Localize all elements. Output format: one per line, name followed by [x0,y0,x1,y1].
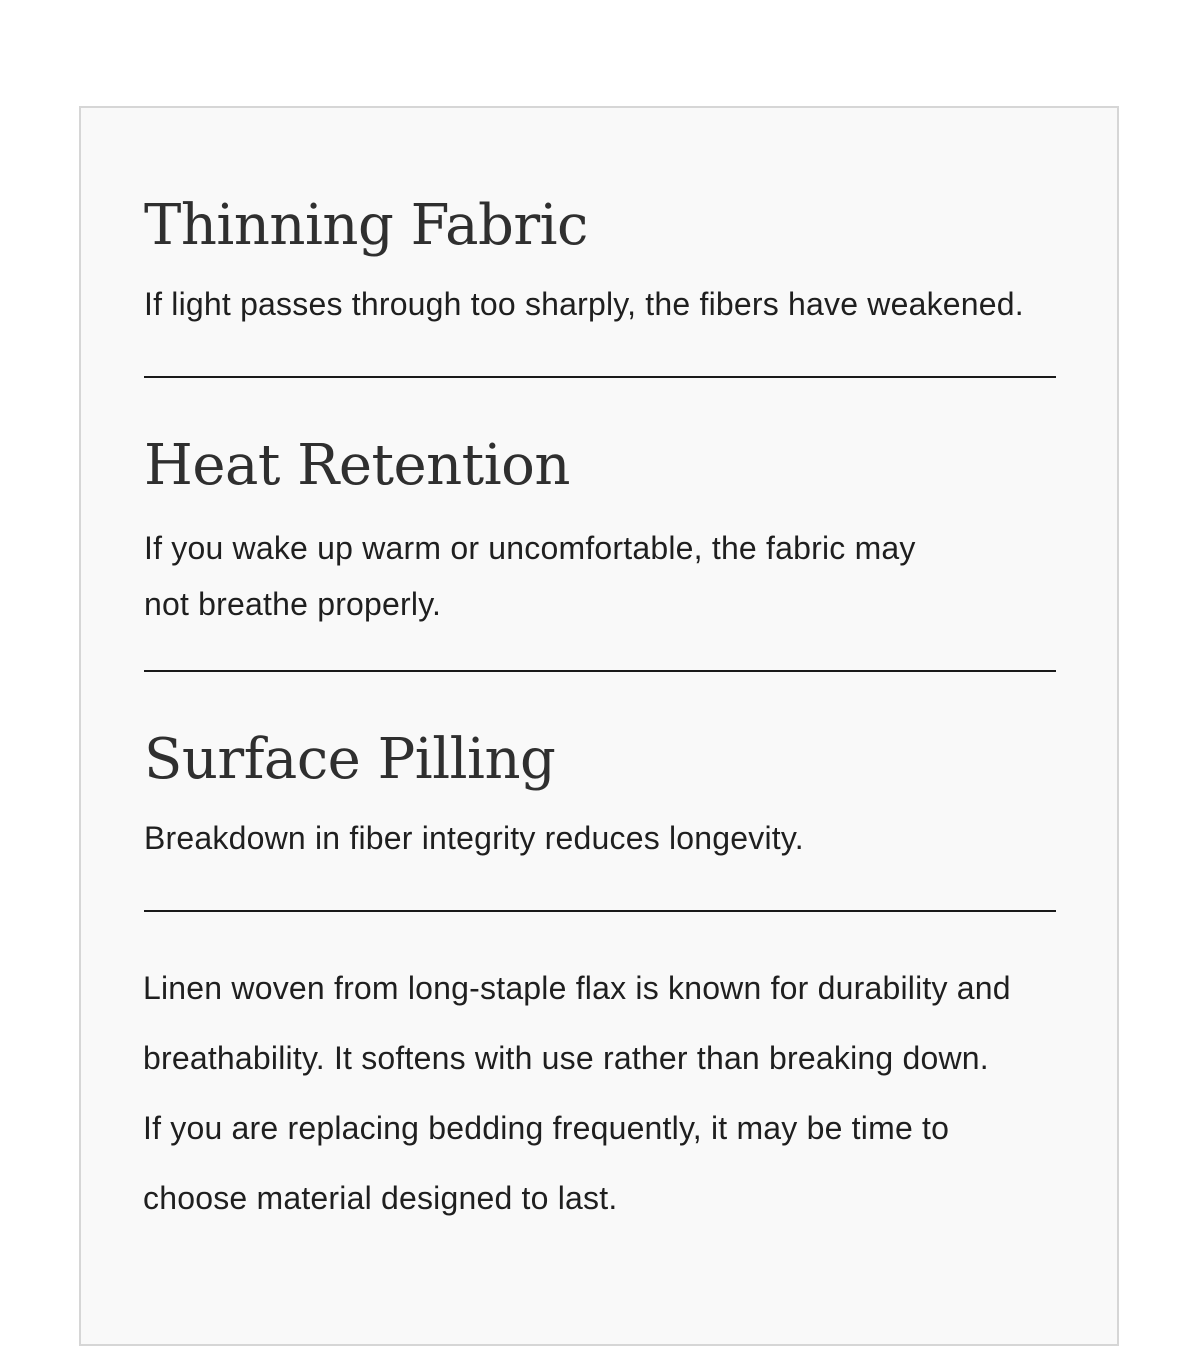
closing-paragraph: If you are replacing bedding frequently, it may be time to choose material designed to last. [143,1110,950,1216]
section-thinning-fabric [144,194,1056,324]
section-description: Breakdown in fiber integrity reduces longevity. [144,820,804,856]
closing-text [143,953,1055,1233]
section-title: Thinning Fabric [144,193,588,258]
section-title: Heat Retention [144,433,570,498]
divider [144,670,1056,672]
section-heat-retention [144,434,1056,632]
section-description: If you wake up warm or uncomfortable, the fabric may not breathe properly. [144,530,916,622]
closing-paragraph: Linen woven from long-staple flax is known for durability and breathability. It softens with use rather than breaking down. [143,970,1011,1076]
section-title: Surface Pilling [144,727,556,792]
section-description: If light passes through too sharply, the fibers have weakened. [144,286,1024,322]
section-surface-pilling [144,728,1056,858]
divider [144,376,1056,378]
divider [144,910,1056,912]
